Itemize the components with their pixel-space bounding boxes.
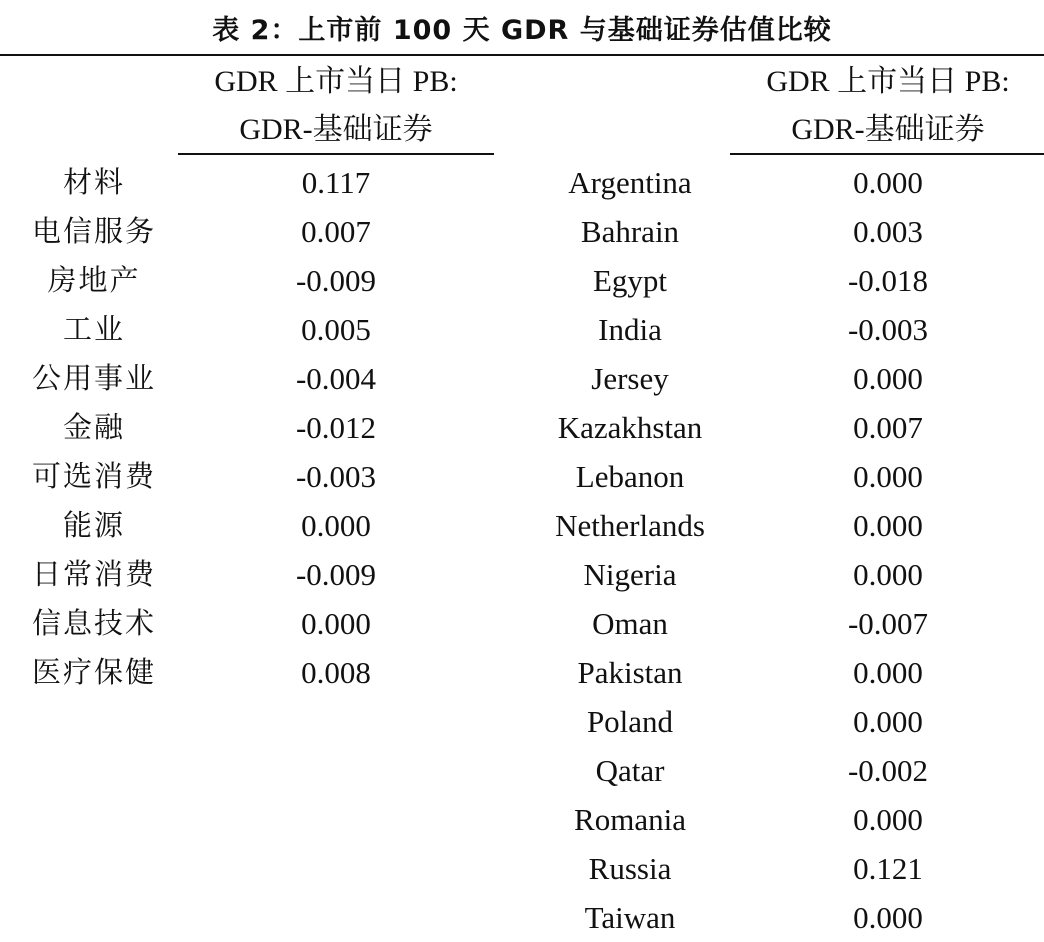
country-name-cell: Qatar <box>595 753 665 788</box>
country-value-cell: 0.121 <box>853 851 923 886</box>
country-value-column <box>730 158 1044 942</box>
sector-name-cell: 房地产 <box>47 263 141 297</box>
sector-name-cell: 医疗保健 <box>31 655 156 689</box>
country-value-cell: 0.000 <box>853 802 923 837</box>
sector-value-cell: 0.005 <box>301 312 371 347</box>
sector-value-cell: -0.003 <box>295 459 377 494</box>
country-header-rule <box>730 153 1044 155</box>
country-value-header-line1: GDR 上市当日 PB: <box>766 65 1010 98</box>
country-name-cell: Russia <box>588 851 672 886</box>
sector-value-cell: -0.009 <box>295 263 377 298</box>
country-name-cell: Oman <box>592 606 668 641</box>
country-name-cell: Jersey <box>591 361 669 396</box>
country-name-cell: Romania <box>574 802 686 837</box>
sector-value-header <box>178 58 494 154</box>
sector-name-cell: 工业 <box>62 312 125 346</box>
country-value-cell: 0.000 <box>853 508 923 543</box>
country-value-cell: -0.002 <box>847 753 929 788</box>
country-value-cell: -0.018 <box>847 263 929 298</box>
country-name-cell: Pakistan <box>577 655 683 690</box>
country-value-cell: -0.007 <box>847 606 929 641</box>
sector-value-cell: 0.000 <box>301 508 371 543</box>
sector-value-cell: 0.007 <box>301 214 371 249</box>
sector-name-cell: 日常消费 <box>31 557 156 591</box>
table-title: 表 2：上市前 100 天 GDR 与基础证券估值比较 <box>212 15 832 46</box>
country-name-column <box>530 158 730 942</box>
country-value-cell: 0.000 <box>853 704 923 739</box>
sector-name-cell: 能源 <box>62 508 125 542</box>
sector-value-cell: -0.009 <box>295 557 377 592</box>
sector-name-cell: 公用事业 <box>31 361 156 395</box>
country-value-header <box>730 58 1044 154</box>
country-name-cell: Taiwan <box>584 900 676 935</box>
sector-value-header-line1: GDR 上市当日 PB: <box>214 65 458 98</box>
country-value-header-line2: GDR-基础证券 <box>791 113 985 146</box>
country-value-cell: 0.007 <box>853 410 923 445</box>
sector-name-cell: 材料 <box>62 165 125 199</box>
country-value-cell: 0.000 <box>853 165 923 200</box>
sector-name-cell: 电信服务 <box>31 214 156 248</box>
sector-name-cell: 信息技术 <box>31 606 156 640</box>
country-value-cell: 0.000 <box>853 361 923 396</box>
sector-value-cell: 0.008 <box>301 655 371 690</box>
country-value-cell: 0.000 <box>853 459 923 494</box>
country-value-cell: 0.000 <box>853 557 923 592</box>
country-value-cell: 0.000 <box>853 900 923 935</box>
sector-name-cell: 可选消费 <box>31 459 156 493</box>
sector-header-rule <box>178 153 494 155</box>
country-name-cell: Poland <box>586 704 674 739</box>
sector-value-cell: 0.117 <box>301 165 371 200</box>
country-name-cell: Egypt <box>592 263 668 298</box>
country-name-cell: Kazakhstan <box>557 410 703 445</box>
country-value-cell: 0.003 <box>853 214 923 249</box>
country-name-cell: India <box>598 312 662 347</box>
country-name-cell: Lebanon <box>575 459 685 494</box>
sector-value-cell: -0.012 <box>295 410 377 445</box>
sector-name-cell: 金融 <box>62 410 125 444</box>
country-name-cell: Argentina <box>568 165 692 200</box>
sector-value-cell: -0.004 <box>295 361 377 396</box>
country-value-cell: 0.000 <box>853 655 923 690</box>
country-name-cell: Netherlands <box>555 508 705 543</box>
sector-name-column <box>24 158 164 697</box>
top-rule <box>0 54 1044 56</box>
country-name-cell: Nigeria <box>583 557 677 592</box>
sector-value-cell: 0.000 <box>301 606 371 641</box>
sector-value-column <box>178 158 494 697</box>
sector-value-header-line2: GDR-基础证券 <box>239 113 433 146</box>
country-name-cell: Bahrain <box>580 214 680 249</box>
country-value-cell: -0.003 <box>847 312 929 347</box>
